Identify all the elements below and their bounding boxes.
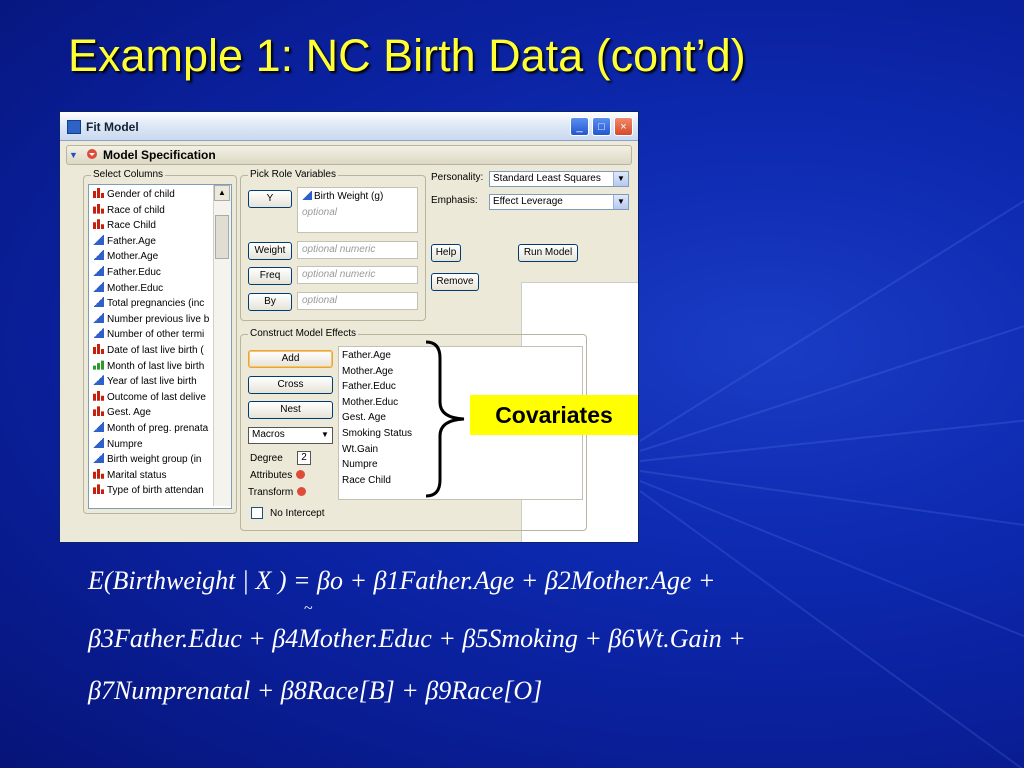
column-item[interactable] [93, 234, 156, 249]
app-icon [67, 120, 81, 134]
model-effect-item[interactable]: Mother.Educ [342, 396, 399, 408]
emphasis-select[interactable] [489, 194, 629, 210]
continuous-icon [93, 328, 104, 338]
column-item[interactable] [93, 452, 202, 467]
pick-role-legend: Pick Role Variables [250, 169, 336, 180]
column-item-label: Birth weight group (in [107, 454, 202, 466]
help-button[interactable]: Help [431, 244, 461, 262]
y-role-value: Birth Weight (g) [314, 191, 384, 202]
nominal-icon [93, 406, 104, 416]
column-item-label: Numpre [107, 438, 143, 450]
column-item-label: Total pregnancies (inc [107, 298, 205, 310]
column-item[interactable] [93, 468, 166, 483]
tilde-accent: ~ [304, 600, 313, 617]
column-item-label: Race Child [107, 220, 156, 232]
model-effect-item[interactable]: Race Child [342, 474, 391, 486]
column-item-label: Type of birth attendan [107, 485, 204, 497]
model-effect-item[interactable]: Father.Educ [342, 381, 396, 393]
transform-label: Transform [248, 487, 294, 498]
construct-effects-legend: Construct Model Effects [250, 328, 356, 339]
personality-label: Personality: [431, 172, 484, 183]
column-item[interactable] [93, 359, 204, 374]
continuous-icon [93, 313, 104, 323]
chevron-down-icon: ▼ [613, 195, 628, 209]
column-item[interactable] [93, 296, 204, 311]
select-columns-group [83, 169, 237, 514]
remove-button[interactable]: Remove [431, 273, 479, 291]
freq-role-button[interactable]: Freq [248, 267, 292, 285]
by-role-field[interactable]: optional [297, 292, 418, 310]
column-item-label: Marital status [107, 469, 167, 481]
nominal-icon [93, 391, 104, 401]
model-specification-header[interactable] [66, 145, 632, 165]
column-item[interactable] [93, 249, 158, 264]
model-specification-label: Model Specification [103, 148, 216, 162]
column-item[interactable] [93, 390, 206, 405]
fit-model-window [59, 111, 639, 543]
minimize-button[interactable]: _ [570, 117, 589, 136]
select-columns-legend: Select Columns [93, 169, 164, 180]
nominal-icon [93, 484, 104, 494]
column-item[interactable] [93, 312, 209, 327]
y-role-box[interactable] [297, 187, 418, 233]
continuous-icon [93, 282, 104, 292]
column-item[interactable] [93, 374, 197, 389]
model-effect-item[interactable]: Father.Age [342, 350, 391, 361]
attributes-menu[interactable] [250, 470, 305, 481]
column-item[interactable] [93, 327, 204, 342]
emphasis-label: Emphasis: [431, 195, 478, 206]
continuous-icon [93, 250, 104, 260]
continuous-icon [93, 375, 104, 385]
y-role-button[interactable]: Y [248, 190, 292, 208]
emphasis-value: Effect Leverage [493, 196, 563, 207]
red-triangle-menu-icon[interactable] [87, 149, 97, 159]
model-effect-item[interactable]: Mother.Age [342, 365, 394, 377]
column-item-label: Mother.Age [107, 251, 159, 263]
nest-button[interactable]: Nest [248, 401, 333, 419]
nominal-icon [93, 344, 104, 354]
attributes-label: Attributes [250, 470, 293, 481]
maximize-button[interactable]: □ [592, 117, 611, 136]
continuous-icon [93, 422, 104, 432]
by-role-button[interactable]: By [248, 293, 292, 311]
select-columns-list[interactable] [88, 184, 232, 509]
column-item-label: Gender of child [107, 189, 175, 200]
model-effect-item[interactable]: Wt.Gain [342, 443, 379, 455]
ordinal-icon [93, 360, 104, 370]
red-triangle-icon [297, 487, 306, 496]
column-item[interactable] [93, 437, 143, 452]
columns-scrollbar[interactable] [213, 185, 231, 506]
column-item[interactable] [93, 405, 151, 420]
column-item-label: Number previous live b [107, 313, 210, 325]
run-model-button[interactable]: Run Model [518, 244, 578, 262]
nominal-icon [93, 469, 104, 479]
chevron-down-icon: ▼ [318, 428, 332, 442]
column-item[interactable] [93, 421, 208, 436]
equation-line-1: E(Birthweight | X ) = βo + β1Father.Age + β2Mother.Age + [88, 566, 716, 595]
column-item-label: Father.Educ [107, 267, 161, 278]
slide-title: Example 1: NC Birth Data (cont’d) [68, 30, 746, 81]
no-intercept-label: No Intercept [270, 508, 325, 519]
weight-role-button[interactable]: Weight [248, 242, 292, 260]
continuous-icon [93, 235, 104, 245]
column-item-label: Father.Age [107, 235, 156, 247]
personality-value: Standard Least Squares [493, 173, 601, 184]
column-item[interactable] [93, 218, 156, 233]
equation-line-2: β3Father.Educ + β4Mother.Educ + β5Smoking + β6Wt.Gain + [88, 624, 746, 653]
y-optional-text: optional [302, 207, 338, 218]
column-item-label: Month of last live birth [107, 360, 205, 372]
close-button[interactable]: × [614, 117, 633, 136]
degree-label: Degree [250, 453, 283, 464]
macros-value: Macros [252, 429, 285, 440]
covariates-brace [424, 340, 470, 498]
column-item[interactable] [93, 203, 165, 218]
nominal-icon [93, 188, 104, 198]
column-item[interactable] [93, 281, 163, 296]
column-item[interactable] [93, 343, 204, 358]
column-item-label: Number of other termi [107, 329, 205, 341]
continuous-icon [302, 191, 312, 200]
cross-button[interactable]: Cross [248, 376, 333, 394]
red-triangle-icon [296, 470, 305, 479]
column-item-label: Race of child [107, 204, 165, 216]
no-intercept-checkbox[interactable] [251, 507, 263, 519]
window-titlebar[interactable] [60, 112, 638, 141]
macros-select[interactable] [248, 427, 333, 444]
covariates-callout: Covariates [470, 395, 638, 435]
continuous-icon [93, 453, 104, 463]
nominal-icon [93, 219, 104, 229]
column-item-label: Mother.Educ [107, 282, 164, 294]
continuous-icon [93, 266, 104, 276]
add-button[interactable]: Add [248, 350, 333, 368]
weight-role-field[interactable]: optional numeric [297, 241, 418, 259]
personality-select[interactable] [489, 171, 629, 187]
continuous-icon [93, 297, 104, 307]
model-effect-item[interactable]: Gest. Age [342, 412, 386, 424]
column-item[interactable] [93, 265, 161, 280]
column-item-label: Outcome of last delive [107, 391, 206, 403]
freq-role-field[interactable]: optional numeric [297, 266, 418, 284]
column-item-label: Gest. Age [107, 407, 151, 419]
column-item[interactable] [93, 483, 204, 498]
chevron-down-icon: ▼ [613, 172, 628, 186]
column-item-label: Year of last live birth [107, 376, 197, 388]
column-item-label: Date of last live birth ( [107, 345, 204, 356]
column-item[interactable] [93, 187, 175, 202]
scroll-thumb[interactable] [215, 215, 229, 259]
scroll-up-button[interactable]: ▲ [214, 185, 230, 201]
model-effect-item[interactable]: Smoking Status [342, 428, 413, 439]
disclosure-triangle-icon[interactable]: ▼ [69, 150, 78, 160]
window-title: Fit Model [86, 120, 139, 134]
model-effect-item[interactable]: Numpre [342, 459, 378, 471]
nominal-icon [93, 204, 104, 214]
degree-input[interactable]: 2 [297, 451, 311, 465]
transform-menu[interactable] [248, 487, 306, 498]
column-item-label: Month of preg. prenata [107, 423, 209, 434]
continuous-icon [93, 438, 104, 448]
equation-line-3: β7Numprenatal + β8Race[B] + β9Race[O] [88, 676, 543, 705]
